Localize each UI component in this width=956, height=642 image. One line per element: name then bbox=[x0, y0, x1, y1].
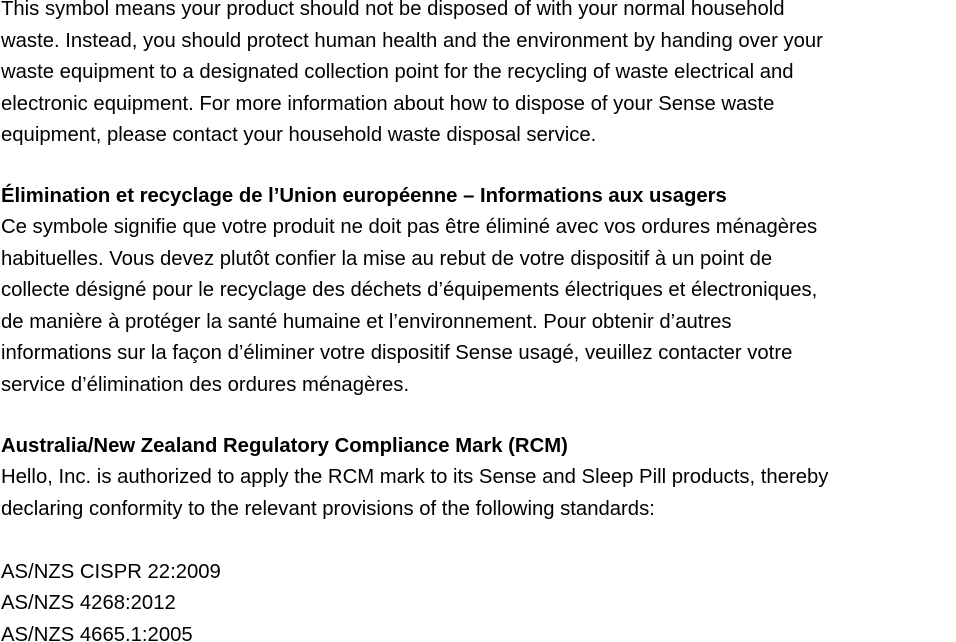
rcm-line-1: Hello, Inc. is authorized to apply the RCM mark to its Sense and Sleep Pill products, thereby bbox=[1, 466, 829, 488]
weee-en-line-5: equipment, please contact your household waste disposal service. bbox=[1, 124, 597, 146]
standard-item-3: AS/NZS 4665.1:2005 bbox=[1, 623, 193, 642]
weee-en-line-1: This symbol means your product should not be disposed of with your normal household bbox=[1, 0, 785, 20]
weee-en-line-2: waste. Instead, you should protect human health and the environment by handing over your bbox=[1, 29, 823, 52]
weee-fr-line-1: Ce symbole signifie que votre produit ne doit pas être éliminé avec vos ordures ménagères bbox=[1, 216, 818, 238]
weee-fr-line-2: habituelles. Vous devez plutôt confier la mise au rebut de votre dispositif à un point de bbox=[1, 247, 773, 270]
weee-fr-line-3: collecte désigné pour le recyclage des déchets d’équipements électriques et électroniques, bbox=[1, 279, 818, 301]
standard-item-1: AS/NZS CISPR 22:2009 bbox=[1, 560, 221, 583]
weee-en-line-4: electronic equipment. For more information about how to dispose of your Sense waste bbox=[1, 92, 775, 115]
standard-item-2: AS/NZS 4268:2012 bbox=[1, 592, 176, 614]
weee-fr-line-4: de manière à protéger la santé humaine et l’environnement. Pour obtenir d’autres bbox=[1, 310, 732, 333]
rcm-heading: Australia/New Zealand Regulatory Compliance Mark (RCM) bbox=[1, 434, 568, 457]
rcm-line-2: declaring conformity to the relevant provisions of the following standards: bbox=[1, 497, 655, 520]
weee-en-line-3: waste equipment to a designated collection point for the recycling of waste electrical and bbox=[1, 61, 794, 83]
weee-fr-heading: Élimination et recyclage de l’Union européenne – Informations aux usagers bbox=[1, 184, 727, 207]
weee-fr-line-6: service d’élimination des ordures ménagères. bbox=[1, 373, 410, 396]
weee-fr-line-5: informations sur la façon d’éliminer votre dispositif Sense usagé, veuillez contacter votre bbox=[1, 342, 793, 364]
